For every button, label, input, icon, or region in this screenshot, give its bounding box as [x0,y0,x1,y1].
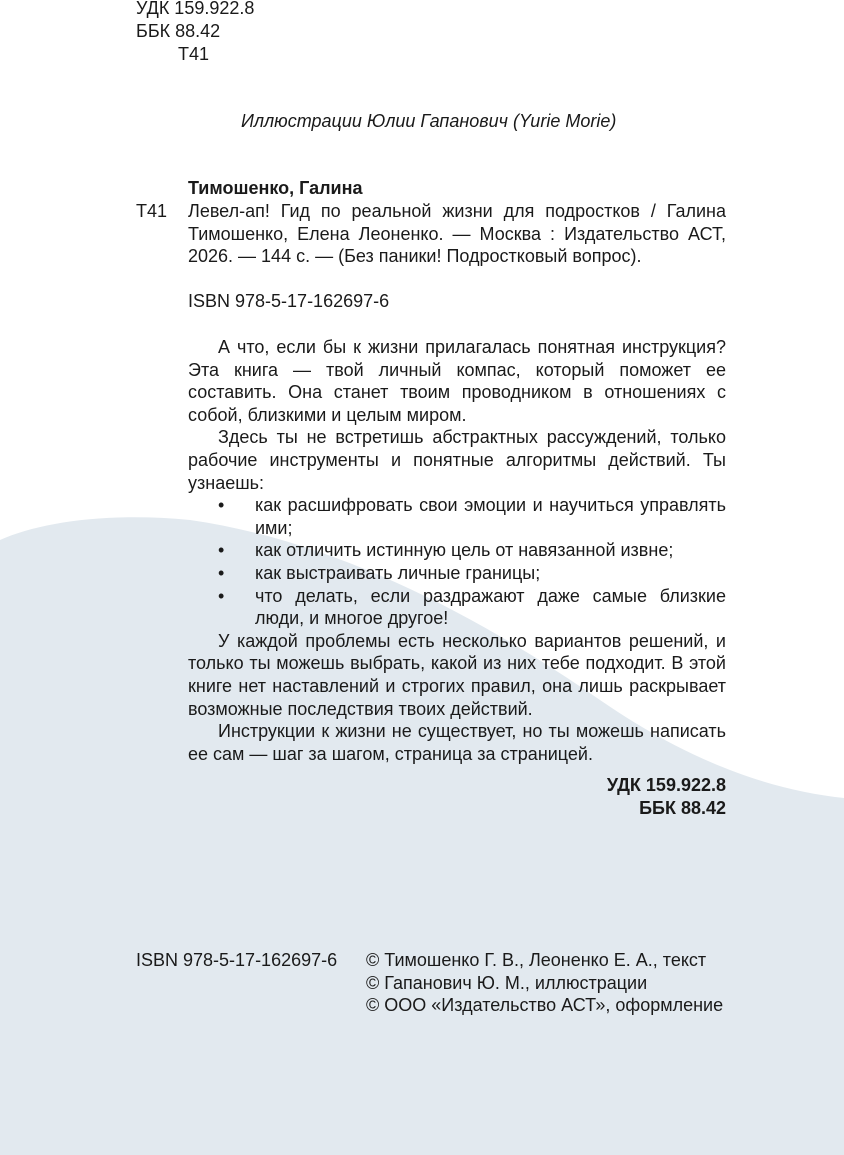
footer-isbn: ISBN 978-5-17-162697-6 [136,950,338,970]
bullet-text: как расшифровать свои эмоции и научиться управлять ими; [255,495,726,538]
bullet-text: как выстраивать личные границы; [255,562,541,583]
list-item [188,494,726,539]
bibliographic-description: Левел-ап! Гид по реальной жизни для подростков / Галина Тимошенко, Елена Леоненко. — Москва : Издательство АСТ, 2026. — 144 с. — (Без паники! Подростковый вопрос). [188,201,726,267]
list-item [188,562,726,585]
list-item [188,585,726,630]
list-item [188,539,726,562]
bibliographic-sign: Т41 [136,201,168,221]
annotation-bullet-list [188,494,726,630]
bibliographic-isbn: ISBN 978-5-17-162697-6 [188,291,390,311]
annotation-paragraph-4: Инструкции к жизни не существует, но ты можешь написать ее сам — шаг за шагом, страница за страницей. [188,721,726,764]
annotation-paragraph-3: У каждой проблемы есть несколько вариантов решений, и только ты можешь выбрать, какой из них тебе подходит. В этой книге нет наставлений и строгих правил, она лишь раскрывает возможные последствия твоих действий. [188,630,726,719]
annotation-paragraph-2: Здесь ты не встретишь абстрактных рассуждений, только рабочие инструменты и понятные алгоритмы действий. Ты узнаешь: [188,427,726,493]
bullet-icon: • [218,562,225,583]
header-author-sign: Т41 [178,44,210,64]
header-udk: УДК 159.922.8 [136,0,255,18]
copyright-illustrations: © Гапанович Ю. М., иллюстрации [366,972,648,993]
bullet-icon: • [218,540,225,561]
illustrations-credit: Иллюстрации Юлии Гапанович (Yurie Morie) [241,111,617,131]
bullet-text: как отличить истинную цель от навязанной извне; [255,540,674,561]
classification-udk: УДК 159.922.8 [606,775,726,795]
classification-bbk: ББК 88.42 [639,798,726,818]
bullet-text: что делать, если раздражают даже самые близкие люди, и многое другое! [255,585,726,629]
header-bbk: ББК 88.42 [136,21,221,41]
footer-copyrights [366,949,723,1017]
author-heading: Тимошенко, Галина [188,178,363,198]
annotation [188,336,726,765]
copyright-text: © Тимошенко Г. В., Леоненко Е. А., текст [366,950,707,970]
bullet-icon: • [218,585,225,606]
copyright-design: © ООО «Издательство АСТ», оформление [366,995,724,1016]
bullet-icon: • [218,495,225,516]
annotation-paragraph-1: А что, если бы к жизни прилагалась понятная инструкция? Эта книга — твой личный компас, который поможет ее составить. Она станет твоим проводником в отношениях с собой, близкими и целым миром. [188,337,726,425]
